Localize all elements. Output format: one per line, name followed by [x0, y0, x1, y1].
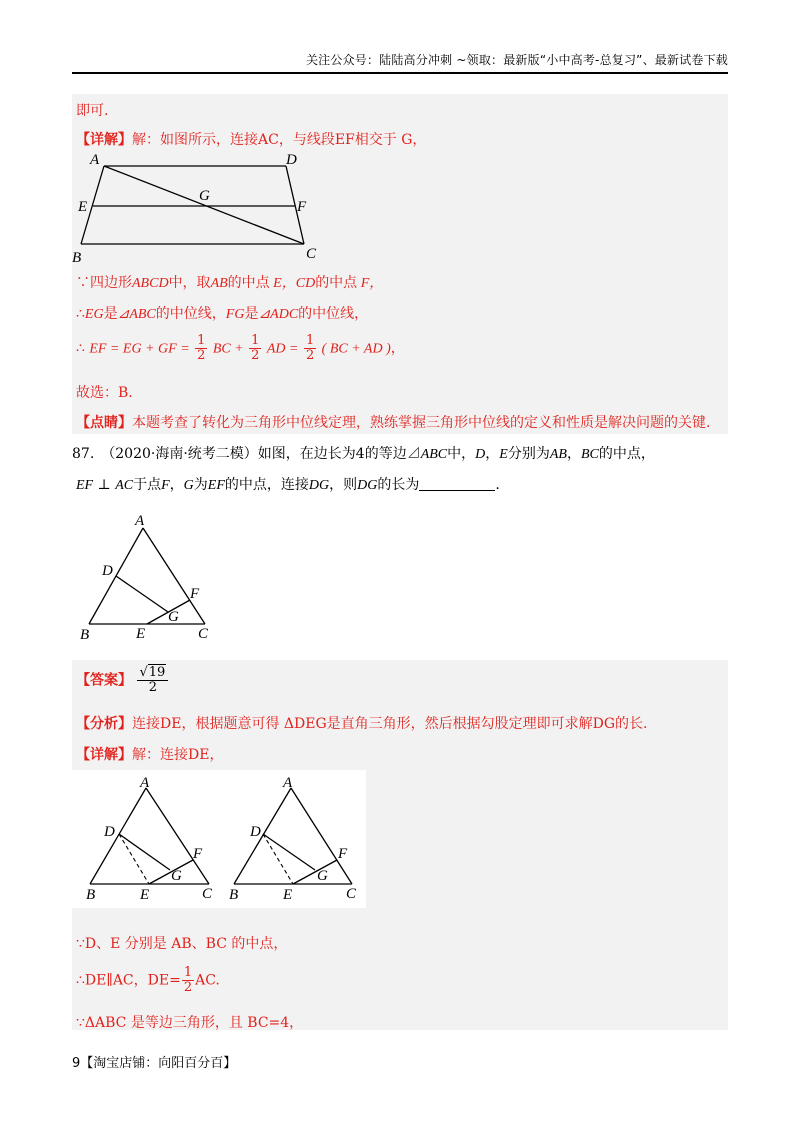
numerator: √19 — [137, 666, 168, 681]
text: 的中点，连接 — [224, 477, 309, 493]
text: ∴ — [76, 340, 85, 357]
comment-line — [76, 412, 710, 432]
text: 中， — [447, 446, 476, 462]
math: F， — [357, 276, 384, 291]
label-B: B — [72, 250, 82, 266]
math: EF — [76, 478, 94, 493]
text: ∵四边形 — [76, 275, 132, 291]
solution-figures — [72, 770, 366, 908]
label-C: C — [202, 886, 213, 902]
text: 中，取 — [168, 275, 211, 291]
text: 于点 — [133, 477, 162, 493]
page-header: 关注公众号：陆陆高分冲刺 ~领取：最新版“小中高考-总复习”、最新试卷下载 — [72, 50, 728, 74]
numerator: 1 — [197, 333, 206, 348]
reasoning-line-5: ∵ΔABC 是等边三角形，且 BC=4， — [76, 1015, 304, 1031]
label-E: E — [136, 626, 146, 642]
analysis-text: 连接DE，根据题意可得 ΔDEG是直角三角形，然后根据勾股定理即可求解DG的长. — [132, 716, 648, 732]
label-B: B — [86, 887, 96, 903]
label-A: A — [140, 775, 150, 791]
answer-fraction — [137, 666, 168, 695]
answer-tag: 【答案】 — [76, 672, 132, 689]
text: ， — [566, 446, 581, 462]
triangle-figure — [72, 510, 232, 645]
math: BC — [580, 447, 599, 462]
label-A: A — [283, 775, 293, 791]
math: AD = — [266, 341, 299, 357]
text: 87. （2020·海南·统考二模）如图，在边长为4的等边⊿ — [72, 446, 421, 462]
continuation-line: 即可. — [76, 103, 109, 119]
fraction — [249, 334, 261, 363]
text: ∴ — [76, 306, 85, 322]
detail-text: 解：连接DE， — [132, 747, 224, 763]
math: ⊿ADC — [258, 307, 299, 322]
label-E: E — [140, 887, 150, 903]
text: ⊥ — [93, 477, 116, 493]
math: DG — [308, 478, 330, 493]
text: 分别为 — [507, 446, 550, 462]
label-B: B — [80, 627, 90, 643]
math: DG — [357, 478, 378, 493]
analysis-tag: 【分析】 — [76, 716, 132, 732]
page-footer: 9【淘宝店铺：向阳百分百】 — [72, 1056, 237, 1071]
analysis-line — [76, 713, 648, 733]
numerator: 1 — [183, 965, 193, 980]
math: AB — [549, 447, 567, 462]
label-C: C — [306, 246, 317, 262]
text: 的长为 — [377, 477, 420, 493]
solution-figure-pair — [72, 770, 366, 908]
math: ABC — [420, 447, 448, 462]
denominator: 2 — [251, 348, 260, 363]
comment-text: 本题考查了转化为三角形中位线定理，熟练掌握三角形中位线的定义和性质是解决问题的关键. — [132, 415, 711, 431]
text: 是 — [103, 306, 118, 322]
text: 为 — [193, 477, 208, 493]
reasoning-line-4 — [76, 966, 220, 995]
math: E — [499, 447, 508, 462]
numerator: 1 — [305, 333, 315, 348]
detail-tag: 【详解】 — [76, 132, 132, 148]
label-D: D — [250, 824, 261, 840]
reasoning-line-1 — [76, 272, 383, 292]
text: 是 — [244, 306, 259, 322]
text: 的中点， — [598, 446, 655, 462]
text: AC. — [195, 972, 220, 989]
label-G: G — [168, 609, 179, 625]
reasoning-line-3: ∵D、E 分别是 AB、BC 的中点， — [76, 936, 288, 952]
math: ABCD — [132, 276, 169, 291]
math: EF = EG + GF = — [89, 341, 190, 357]
reasoning-line-2 — [76, 303, 368, 323]
math: G — [183, 478, 194, 493]
answer-blank — [419, 476, 495, 491]
label-E: E — [283, 887, 293, 903]
label-C: C — [346, 886, 357, 902]
label-E: E — [78, 199, 88, 215]
fraction — [195, 334, 207, 363]
label-C: C — [198, 626, 209, 642]
label-A: A — [135, 513, 145, 529]
text: ， — [169, 477, 184, 493]
choice-line: 故选：B. — [76, 385, 133, 401]
detail-text: 解：如图所示，连接AC，与线段EF相交于 G， — [132, 132, 427, 148]
text: 的中点 — [227, 275, 270, 291]
math: FG — [225, 307, 245, 322]
math: D — [475, 447, 486, 462]
text: ，则 — [329, 477, 358, 493]
label-B: B — [229, 887, 239, 903]
comment-tag: 【点睛】 — [76, 415, 132, 431]
solution-figure-1 — [86, 775, 213, 903]
math: ⊿ABC — [117, 307, 156, 322]
label-F: F — [338, 846, 348, 862]
label-D: D — [104, 824, 115, 840]
math: E， — [269, 276, 296, 291]
math: F — [161, 478, 170, 493]
fraction — [304, 334, 316, 363]
question-line-2 — [76, 474, 500, 494]
math: BC + — [212, 341, 244, 357]
math: CD — [295, 276, 316, 291]
detail-tag: 【详解】 — [76, 747, 132, 763]
trapezoid-figure — [72, 150, 332, 268]
text: 的中位线， — [298, 306, 369, 322]
question-line-1 — [72, 443, 655, 463]
label-A: A — [90, 152, 100, 168]
math: AB — [210, 276, 228, 291]
denominator: 2 — [183, 980, 193, 995]
text: 的中点 — [315, 275, 358, 291]
radicand: 19 — [148, 665, 166, 680]
label-D: D — [286, 152, 297, 168]
math: EG — [84, 307, 104, 322]
math: AC — [115, 478, 134, 493]
label-F: F — [193, 846, 203, 862]
text: . — [495, 477, 500, 493]
denominator: 2 — [148, 680, 158, 695]
label-F: F — [190, 586, 200, 602]
detail-line — [76, 129, 426, 149]
denominator: 2 — [305, 348, 315, 363]
equation-line — [76, 334, 405, 363]
fraction — [182, 966, 194, 995]
text: ∴DE∥AC，DE= — [76, 972, 181, 989]
math: EF — [207, 478, 225, 493]
denominator: 2 — [197, 348, 206, 363]
label-F: F — [297, 199, 307, 215]
answer-line — [76, 666, 169, 695]
text: 的中位线， — [155, 306, 226, 322]
math: ( BC + AD ) — [321, 341, 391, 357]
label-G: G — [199, 188, 210, 204]
label-G: G — [317, 868, 328, 884]
numerator: 1 — [251, 333, 260, 348]
detail-line-2 — [76, 744, 223, 764]
label-G: G — [171, 868, 182, 884]
label-D: D — [102, 563, 113, 579]
solution-figure-2 — [229, 775, 357, 903]
text: ， — [390, 340, 405, 357]
text: ， — [485, 446, 500, 462]
